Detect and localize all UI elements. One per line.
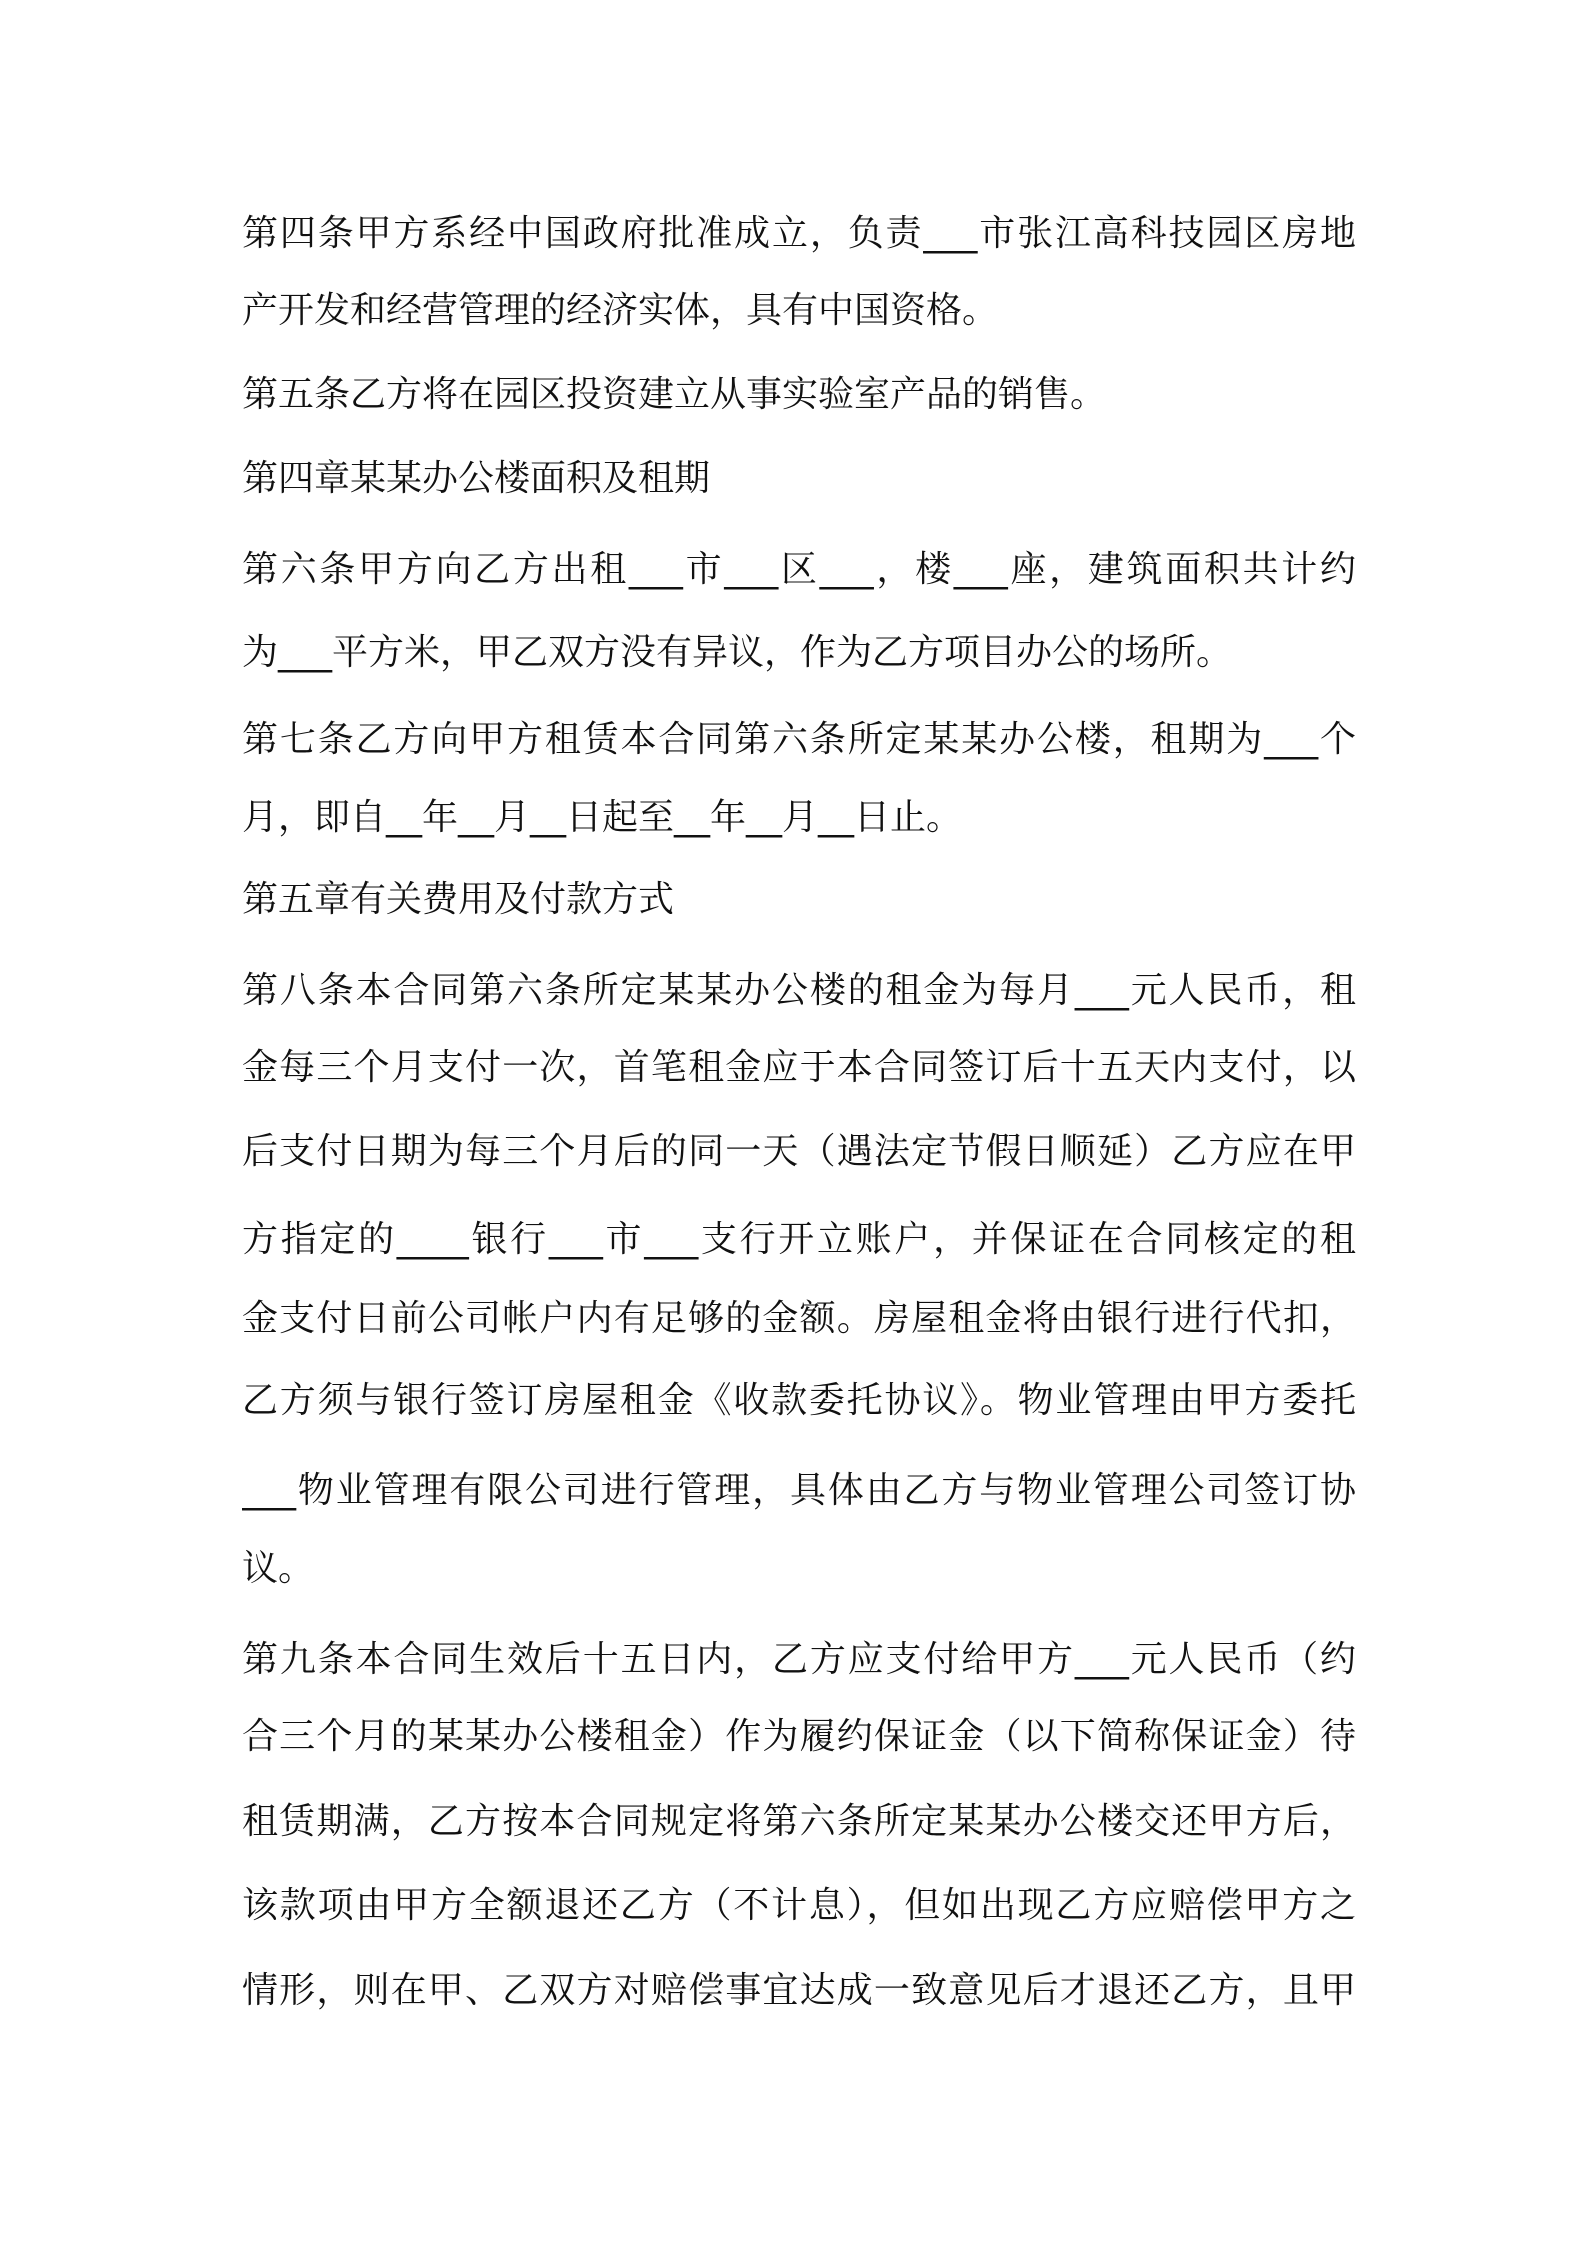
article-5-line: 第五条乙方将在园区投资建立从事实验室产品的销售。 (242, 374, 1107, 415)
article-8-line: 金支付日前公司帐户内有足够的金额。房屋租金将由银行进行代扣， (242, 1298, 1356, 1339)
article-8-line: 方指定的____银行___市___支行开立账户，并保证在合同核定的租 (242, 1219, 1356, 1260)
article-8-line: 乙方须与银行签订房屋租金《收款委托协议》。物业管理由甲方委托 (242, 1380, 1356, 1421)
article-9-line: 合三个月的某某办公楼租金）作为履约保证金（以下简称保证金）待 (242, 1716, 1356, 1757)
article-4-line: 第四条甲方系经中国政府批准成立，负责___市张江高科技园区房地 (242, 213, 1356, 254)
article-8-line: 第八条本合同第六条所定某某办公楼的租金为每月___元人民币，租 (242, 970, 1356, 1011)
article-8-line: ___物业管理有限公司进行管理，具体由乙方与物业管理公司签订协 (242, 1470, 1356, 1511)
article-9-line: 第九条本合同生效后十五日内，乙方应支付给甲方___元人民币（约 (242, 1639, 1356, 1680)
article-8-line: 金每三个月支付一次，首笔租金应于本合同签订后十五天内支付，以 (242, 1047, 1356, 1088)
article-9-line: 该款项由甲方全额退还乙方（不计息），但如出现乙方应赔偿甲方之 (242, 1885, 1356, 1926)
article-9-line: 租赁期满，乙方按本合同规定将第六条所定某某办公楼交还甲方后， (242, 1801, 1356, 1842)
article-8-line: 议。 (242, 1548, 315, 1589)
article-8-line: 后支付日期为每三个月后的同一天（遇法定节假日顺延）乙方应在甲 (242, 1131, 1356, 1172)
article-7-line: 月，即自__年__月__日起至__年__月__日止。 (242, 797, 963, 838)
article-9-line: 情形，则在甲、乙双方对赔偿事宜达成一致意见后才退还乙方，且甲 (242, 1970, 1356, 2011)
chapter-5-heading: 第五章有关费用及付款方式 (242, 879, 675, 920)
article-6-line: 为___平方米，甲乙双方没有异议，作为乙方项目办公的场所。 (242, 632, 1233, 673)
chapter-4-heading: 第四章某某办公楼面积及租期 (242, 458, 711, 499)
article-6-line: 第六条甲方向乙方出租___市___区___，楼___座，建筑面积共计约 (242, 549, 1356, 590)
article-4-line: 产开发和经营管理的经济实体，具有中国资格。 (242, 290, 999, 331)
article-7-line: 第七条乙方向甲方租赁本合同第六条所定某某办公楼，租期为___个 (242, 719, 1356, 760)
